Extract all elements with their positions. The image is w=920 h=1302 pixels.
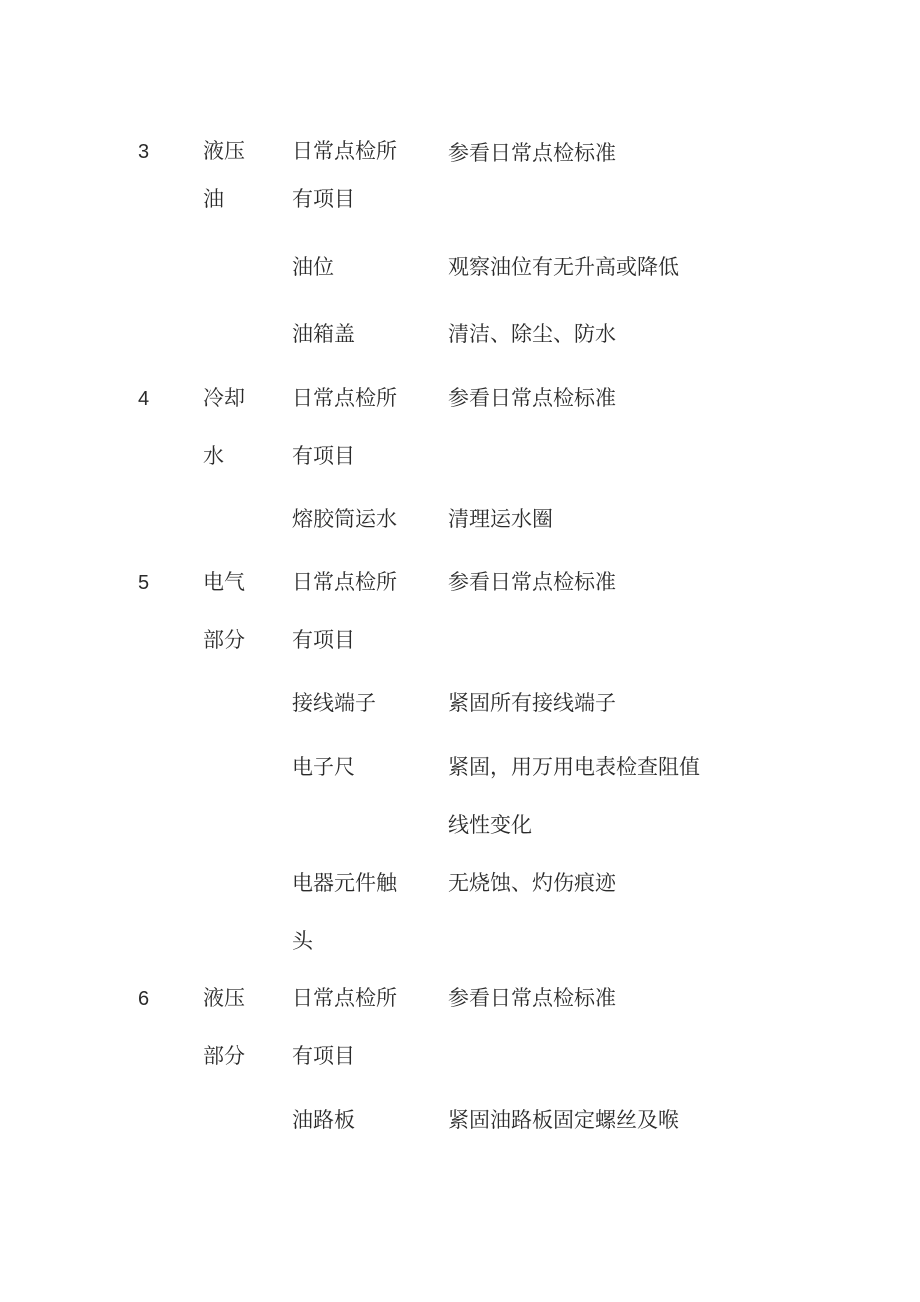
category-label: 水 — [203, 444, 224, 468]
item-label: 有项目 — [292, 1044, 355, 1068]
category-label: 电气 — [203, 570, 245, 594]
item-description: 参看日常点检标准 — [448, 986, 616, 1010]
row-number: 5 — [138, 572, 150, 594]
row-number: 6 — [138, 988, 150, 1010]
item-label: 油位 — [292, 255, 334, 279]
item-label: 有项目 — [292, 187, 355, 211]
item-label: 头 — [292, 929, 313, 953]
item-description: 线性变化 — [448, 813, 532, 837]
item-label: 接线端子 — [292, 691, 376, 715]
item-label: 熔胶筒运水 — [292, 507, 397, 531]
item-label: 电器元件触 — [292, 871, 397, 895]
item-label: 有项目 — [292, 444, 355, 468]
category-label: 部分 — [203, 628, 245, 652]
item-description: 紧固油路板固定螺丝及喉 — [448, 1108, 679, 1132]
category-label: 油 — [203, 187, 224, 211]
item-description: 紧固所有接线端子 — [448, 691, 616, 715]
row-number: 3 — [138, 141, 150, 163]
row-number: 4 — [138, 388, 150, 410]
item-label: 日常点检所 — [292, 386, 397, 410]
item-description: 紧固，用万用电表检查阻值 — [448, 755, 700, 779]
category-label: 液压 — [203, 139, 245, 163]
item-description: 清理运水圈 — [448, 507, 553, 531]
item-label: 电子尺 — [292, 755, 355, 779]
item-label: 日常点检所 — [292, 570, 397, 594]
item-description: 参看日常点检标准 — [448, 386, 616, 410]
item-description: 参看日常点检标准 — [448, 141, 616, 165]
item-description: 清洁、除尘、防水 — [448, 322, 616, 346]
item-description: 参看日常点检标准 — [448, 570, 616, 594]
item-description: 观察油位有无升高或降低 — [448, 255, 679, 279]
category-label: 冷却 — [203, 386, 245, 410]
category-label: 部分 — [203, 1044, 245, 1068]
item-label: 日常点检所 — [292, 139, 397, 163]
item-label: 有项目 — [292, 628, 355, 652]
category-label: 液压 — [203, 986, 245, 1010]
item-description: 无烧蚀、灼伤痕迹 — [448, 871, 616, 895]
item-label: 油箱盖 — [292, 322, 355, 346]
item-label: 油路板 — [292, 1108, 355, 1132]
item-label: 日常点检所 — [292, 986, 397, 1010]
